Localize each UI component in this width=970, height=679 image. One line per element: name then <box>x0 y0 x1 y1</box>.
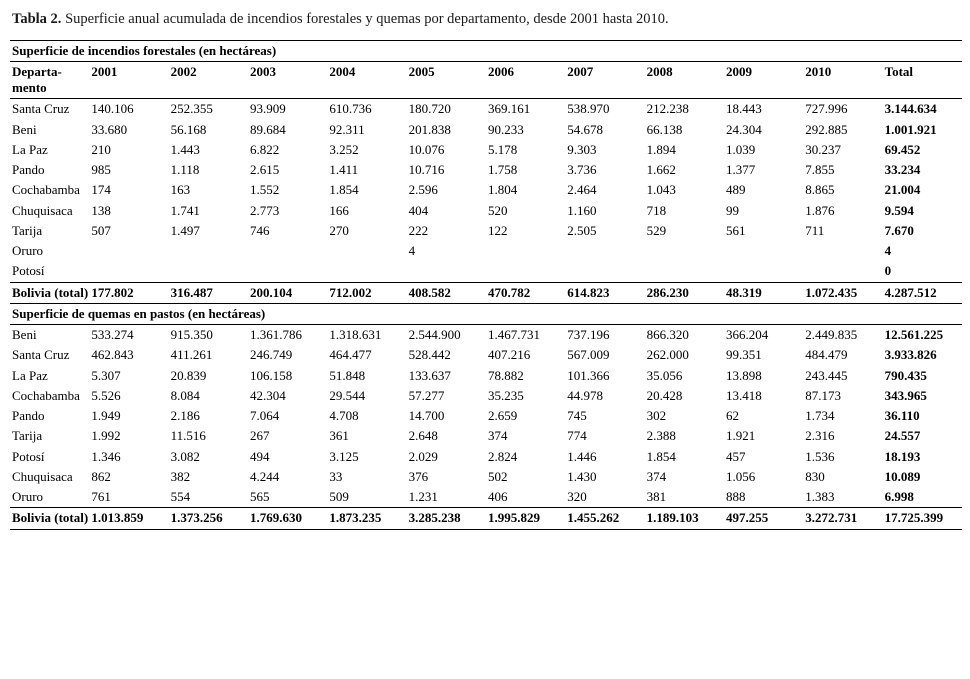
cell-2003: 89.684 <box>249 121 286 137</box>
cell-2006: 374 <box>487 428 508 444</box>
cell-2010: 87.173 <box>805 387 842 403</box>
section-title-row-forest <box>10 40 962 61</box>
cell-2006: 407.216 <box>487 347 531 363</box>
cell-2007 <box>565 241 644 261</box>
cell-2009: 24.304 <box>725 121 762 137</box>
table-row <box>10 201 962 221</box>
cell-2006: 470.782 <box>486 282 565 303</box>
table-row <box>10 426 962 446</box>
cell-2009: 497.255 <box>724 508 803 529</box>
section-title-forest: Superficie de incendios forestales (en hectáreas) <box>10 40 962 61</box>
column-header-2004: 2004 <box>329 63 356 79</box>
cell-2003: 1.361.786 <box>249 327 302 343</box>
cell-total: 3.933.826 <box>884 347 937 363</box>
cell-2001: 1.013.859 <box>89 508 168 529</box>
column-header-2005: 2005 <box>408 63 435 79</box>
cell-2004: 33 <box>329 468 343 484</box>
cell-2002: 1.741 <box>170 202 200 218</box>
section-title-row-pasture <box>10 303 962 324</box>
table-row <box>10 120 962 140</box>
table-row <box>10 180 962 200</box>
cell-2007: 9.303 <box>567 141 597 157</box>
cell-2004: 29.544 <box>329 387 366 403</box>
cell-2007: 44.978 <box>567 387 604 403</box>
cell-2010: 3.272.731 <box>803 508 882 529</box>
cell-2010: 727.996 <box>803 99 882 120</box>
row-label: Tarija <box>12 428 43 444</box>
cell-2004: 1.873.235 <box>327 508 406 529</box>
cell-2008: 381 <box>646 489 667 505</box>
cell-2008: 66.138 <box>646 121 683 137</box>
row-label: La Paz <box>12 367 48 383</box>
cell-2005: 201.838 <box>408 121 451 137</box>
row-label: Beni <box>12 327 37 343</box>
cell-2010: 711 <box>805 222 825 238</box>
cell-2002: 8.084 <box>170 387 200 403</box>
cell-2004: 610.736 <box>327 99 406 120</box>
total-row-forest <box>10 282 962 303</box>
cell-2006: 35.235 <box>487 387 524 403</box>
cell-2001 <box>89 241 168 261</box>
table-row <box>10 386 962 406</box>
cell-total: 36.110 <box>884 408 920 424</box>
cell-2004: 1.411 <box>329 162 359 178</box>
cell-total: 33.234 <box>884 162 921 178</box>
row-label: Santa Cruz <box>12 347 70 363</box>
cell-2008 <box>645 241 724 261</box>
column-header-departamento <box>10 61 89 99</box>
table-row <box>10 467 962 487</box>
row-label: Bolivia (total) <box>10 282 89 303</box>
column-header-2009: 2009 <box>725 63 752 79</box>
cell-2002: 56.168 <box>170 121 207 137</box>
cell-2004: 361 <box>329 428 349 444</box>
cell-2008: 1.043 <box>646 182 676 198</box>
cell-2001: 1.949 <box>91 408 121 424</box>
row-label: Oruro <box>12 489 44 505</box>
cell-2006: 2.824 <box>487 448 518 464</box>
cell-2008: 35.056 <box>646 367 683 383</box>
cell-2002: 3.082 <box>170 448 200 464</box>
cell-2003: 93.909 <box>248 99 327 120</box>
cell-2007: 3.736 <box>567 162 597 178</box>
cell-2010: 1.536 <box>805 448 835 464</box>
cell-2006: 122 <box>487 222 508 238</box>
cell-2002: 1.118 <box>170 162 200 178</box>
cell-2003: 1.552 <box>249 182 280 198</box>
cell-2001: 985 <box>91 162 111 178</box>
cell-2005 <box>407 261 486 282</box>
cell-2002: 1.497 <box>170 222 200 238</box>
cell-2002: 163 <box>170 182 191 198</box>
table-row <box>10 406 962 426</box>
cell-2002: 915.350 <box>170 327 213 343</box>
column-header-departamento-line1: Departa- <box>12 63 62 79</box>
cell-2004: 3.252 <box>329 141 359 157</box>
cell-2006: 2.659 <box>487 408 518 424</box>
cell-2007: 737.196 <box>567 327 610 343</box>
cell-2008: 302 <box>646 408 667 424</box>
cell-2005: 14.700 <box>408 408 445 424</box>
cell-2007: 614.823 <box>565 282 644 303</box>
cell-2002: 1.373.256 <box>169 508 248 529</box>
cell-2003: 565 <box>249 489 270 505</box>
row-label: Pando <box>12 408 45 424</box>
cell-total: 21.004 <box>884 182 921 198</box>
cell-2003 <box>248 241 327 261</box>
cell-2004: 3.125 <box>329 448 359 464</box>
cell-2005: 2.544.900 <box>408 327 461 343</box>
cell-2001: 177.802 <box>89 282 168 303</box>
table-row <box>10 366 962 386</box>
cell-2008: 866.320 <box>646 327 689 343</box>
cell-2001: 5.307 <box>91 367 121 383</box>
cell-2001: 1.992 <box>91 428 121 444</box>
caption-label: Tabla 2. <box>12 11 62 27</box>
cell-2005: 2.029 <box>408 448 438 464</box>
cell-total: 18.193 <box>884 448 921 464</box>
cell-2009: 1.056 <box>725 468 756 484</box>
cell-2003: 494 <box>249 448 270 464</box>
cell-2007: 567.009 <box>567 347 610 363</box>
cell-2003: 2.615 <box>249 162 280 178</box>
cell-2010: 30.237 <box>805 141 842 157</box>
cell-2007: 54.678 <box>567 121 604 137</box>
table-row <box>10 261 962 282</box>
row-label: Santa Cruz <box>10 99 89 120</box>
cell-2002: 11.516 <box>170 428 206 444</box>
cell-2007: 774 <box>567 428 587 444</box>
cell-total: 10.089 <box>884 468 921 484</box>
cell-2007: 1.455.262 <box>565 508 644 529</box>
cell-2008: 1.894 <box>646 141 676 157</box>
cell-2004 <box>327 241 406 261</box>
cell-2009: 1.377 <box>725 162 756 178</box>
cell-2005: 404 <box>408 202 429 218</box>
cell-2004: 1.318.631 <box>329 327 382 343</box>
cell-2010 <box>803 261 882 282</box>
cell-2005: 2.596 <box>408 182 438 198</box>
cell-2007: 320 <box>567 489 587 505</box>
cell-2010: 8.865 <box>805 182 835 198</box>
cell-2010: 1.072.435 <box>803 282 882 303</box>
cell-2006: 78.882 <box>487 367 524 383</box>
cell-2006: 406 <box>487 489 508 505</box>
cell-2004 <box>327 261 406 282</box>
cell-2009: 18.443 <box>724 99 803 120</box>
row-label: Cochabamba <box>12 387 80 403</box>
cell-2008: 286.230 <box>645 282 724 303</box>
cell-2009: 1.039 <box>725 141 756 157</box>
column-header-2010: 2010 <box>805 63 832 79</box>
cell-2004: 4.708 <box>329 408 359 424</box>
cell-2008: 2.388 <box>646 428 676 444</box>
column-header-2001: 2001 <box>91 63 118 79</box>
cell-2009: 62 <box>725 408 739 424</box>
row-label: Chuquisaca <box>12 468 73 484</box>
cell-2009: 13.898 <box>725 367 762 383</box>
cell-2001: 761 <box>91 489 111 505</box>
cell-2002: 382 <box>170 468 191 484</box>
cell-2005: 1.231 <box>408 489 438 505</box>
cell-2006: 1.467.731 <box>487 327 540 343</box>
cell-2003: 6.822 <box>249 141 280 157</box>
cell-2010: 484.479 <box>805 347 848 363</box>
cell-2009: 489 <box>725 182 746 198</box>
caption-text: Superficie anual acumulada de incendios forestales y quemas por departamento, desde 2001 hasta 2010. <box>65 11 669 27</box>
cell-2001: 862 <box>91 468 111 484</box>
cell-2009: 1.921 <box>725 428 756 444</box>
cell-total: 7.670 <box>884 222 914 238</box>
cell-2008: 374 <box>646 468 667 484</box>
cell-2002: 316.487 <box>169 282 248 303</box>
cell-2004: 166 <box>329 202 349 218</box>
cell-total: 4 <box>884 243 892 259</box>
cell-2007: 745 <box>567 408 587 424</box>
cell-2002: 554 <box>170 489 191 505</box>
cell-2010: 243.445 <box>805 367 848 383</box>
column-header-total: Total <box>884 63 914 79</box>
cell-2006 <box>486 241 565 261</box>
row-label: Chuquisaca <box>12 202 73 218</box>
row-label: Tarija <box>12 222 43 238</box>
cell-2001: 1.346 <box>91 448 121 464</box>
cell-2009: 99 <box>725 202 739 218</box>
cell-2006: 520 <box>487 202 508 218</box>
cell-2008: 20.428 <box>646 387 683 403</box>
section-title-pasture: Superficie de quemas en pastos (en hectáreas) <box>10 303 962 324</box>
row-label: Cochabamba <box>12 182 80 198</box>
cell-2002: 20.839 <box>170 367 207 383</box>
cell-2001: 140.106 <box>89 99 168 120</box>
cell-2004: 712.002 <box>327 282 406 303</box>
cell-2005: 3.285.238 <box>407 508 486 529</box>
table-row <box>10 241 962 261</box>
total-row-pasture <box>10 508 962 529</box>
cell-2003: 246.749 <box>249 347 293 363</box>
cell-total: 343.965 <box>884 387 927 403</box>
cell-2006 <box>486 261 565 282</box>
cell-2009: 457 <box>725 448 746 464</box>
cell-2008: 529 <box>646 222 667 238</box>
cell-2008: 212.238 <box>645 99 724 120</box>
cell-2002 <box>169 241 248 261</box>
table-row <box>10 447 962 467</box>
table-row <box>10 99 962 120</box>
table-row <box>10 345 962 365</box>
cell-2009: 366.204 <box>725 327 769 343</box>
cell-2009 <box>724 241 803 261</box>
cell-2008: 1.189.103 <box>645 508 724 529</box>
table-row <box>10 325 962 346</box>
cell-2001: 33.680 <box>91 121 128 137</box>
cell-2010: 292.885 <box>805 121 848 137</box>
cell-2005: 133.637 <box>408 367 451 383</box>
cell-2006: 1.804 <box>487 182 518 198</box>
cell-2004: 509 <box>329 489 349 505</box>
cell-2004: 270 <box>329 222 349 238</box>
column-header-departamento-line2: mento <box>12 80 47 96</box>
cell-2008: 1.662 <box>646 162 676 178</box>
cell-2005: 180.720 <box>407 99 486 120</box>
cell-2007: 101.366 <box>567 367 610 383</box>
cell-total: 69.452 <box>884 141 921 157</box>
cell-2005: 528.442 <box>408 347 451 363</box>
cell-2002: 1.443 <box>170 141 200 157</box>
cell-2010: 7.855 <box>805 162 835 178</box>
cell-2009: 561 <box>725 222 746 238</box>
cell-2010: 830 <box>805 468 825 484</box>
cell-2005: 2.648 <box>408 428 438 444</box>
cell-2005: 222 <box>408 222 429 238</box>
cell-2003: 200.104 <box>248 282 327 303</box>
cell-2003: 746 <box>249 222 270 238</box>
cell-total: 0 <box>884 263 892 279</box>
cell-2008: 718 <box>646 202 667 218</box>
cell-2010: 1.383 <box>805 489 835 505</box>
cell-2002: 252.355 <box>169 99 248 120</box>
row-label: Beni <box>12 121 37 137</box>
row-label: La Paz <box>12 141 48 157</box>
cell-2004: 464.477 <box>329 347 372 363</box>
row-label: Pando <box>12 162 45 178</box>
cell-2001: 462.843 <box>91 347 134 363</box>
cell-total: 9.594 <box>884 202 914 218</box>
cell-2010: 2.316 <box>805 428 835 444</box>
cell-2006: 502 <box>487 468 508 484</box>
cell-2001: 5.526 <box>91 387 121 403</box>
table-caption <box>12 10 960 30</box>
cell-2003: 42.304 <box>249 387 286 403</box>
cell-2002 <box>169 261 248 282</box>
cell-2005: 57.277 <box>408 387 445 403</box>
column-header-2007: 2007 <box>567 63 594 79</box>
cell-2003: 4.244 <box>249 468 280 484</box>
cell-total: 3.144.634 <box>883 99 962 120</box>
cell-total: 4.287.512 <box>883 282 962 303</box>
cell-2005: 4 <box>408 243 416 259</box>
cell-total: 12.561.225 <box>884 327 944 343</box>
cell-2010: 1.734 <box>805 408 835 424</box>
cell-total: 24.557 <box>884 428 921 444</box>
column-header-row <box>10 61 962 99</box>
cell-total: 790.435 <box>884 367 927 383</box>
cell-2005: 10.076 <box>408 141 445 157</box>
cell-2005: 408.582 <box>407 282 486 303</box>
cell-2001: 533.274 <box>91 327 134 343</box>
cell-2007: 1.430 <box>567 468 597 484</box>
cell-2003: 7.064 <box>249 408 280 424</box>
cell-2006: 1.758 <box>487 162 518 178</box>
fire-area-table <box>10 40 962 530</box>
cell-2003: 2.773 <box>249 202 280 218</box>
cell-2006: 90.233 <box>487 121 524 137</box>
cell-2003: 106.158 <box>249 367 293 383</box>
column-header-2003: 2003 <box>249 63 276 79</box>
table-row <box>10 140 962 160</box>
cell-2007: 1.446 <box>567 448 597 464</box>
cell-2006: 1.995.829 <box>486 508 565 529</box>
cell-2004: 51.848 <box>329 367 366 383</box>
cell-2008 <box>645 261 724 282</box>
cell-2009: 888 <box>725 489 746 505</box>
row-label: Oruro <box>12 243 44 259</box>
cell-2007: 538.970 <box>565 99 644 120</box>
cell-total: 1.001.921 <box>884 121 937 137</box>
row-label: Potosí <box>12 448 45 464</box>
cell-2010: 2.449.835 <box>805 327 858 343</box>
cell-2003: 267 <box>249 428 270 444</box>
cell-2001: 507 <box>91 222 111 238</box>
cell-2007: 2.464 <box>567 182 597 198</box>
cell-2006: 5.178 <box>487 141 518 157</box>
cell-2009: 99.351 <box>725 347 762 363</box>
cell-2009 <box>724 261 803 282</box>
row-label: Potosí <box>12 263 45 279</box>
cell-total: 17.725.399 <box>883 508 962 529</box>
cell-2008: 262.000 <box>646 347 689 363</box>
table-row <box>10 160 962 180</box>
cell-2007: 1.160 <box>567 202 597 218</box>
cell-2003: 1.769.630 <box>248 508 327 529</box>
cell-2009: 13.418 <box>725 387 762 403</box>
column-header-2002: 2002 <box>170 63 197 79</box>
cell-2010: 1.876 <box>805 202 835 218</box>
column-header-2006: 2006 <box>487 63 514 79</box>
table-row <box>10 221 962 241</box>
cell-2004: 92.311 <box>329 121 365 137</box>
cell-2005: 10.716 <box>408 162 445 178</box>
row-label: Bolivia (total) <box>10 508 89 529</box>
column-header-2008: 2008 <box>646 63 673 79</box>
cell-total: 6.998 <box>884 489 914 505</box>
cell-2006: 369.161 <box>486 99 565 120</box>
cell-2001: 174 <box>91 182 111 198</box>
cell-2002: 2.186 <box>170 408 200 424</box>
cell-2001 <box>89 261 168 282</box>
cell-2001: 210 <box>91 141 111 157</box>
cell-2004: 1.854 <box>329 182 359 198</box>
cell-2010 <box>803 241 882 261</box>
cell-2001: 138 <box>91 202 111 218</box>
cell-2005: 376 <box>408 468 429 484</box>
table-row <box>10 487 962 508</box>
cell-2007 <box>565 261 644 282</box>
cell-2003 <box>248 261 327 282</box>
cell-2009: 48.319 <box>724 282 803 303</box>
cell-2002: 411.261 <box>170 347 213 363</box>
cell-2008: 1.854 <box>646 448 676 464</box>
cell-2007: 2.505 <box>567 222 597 238</box>
